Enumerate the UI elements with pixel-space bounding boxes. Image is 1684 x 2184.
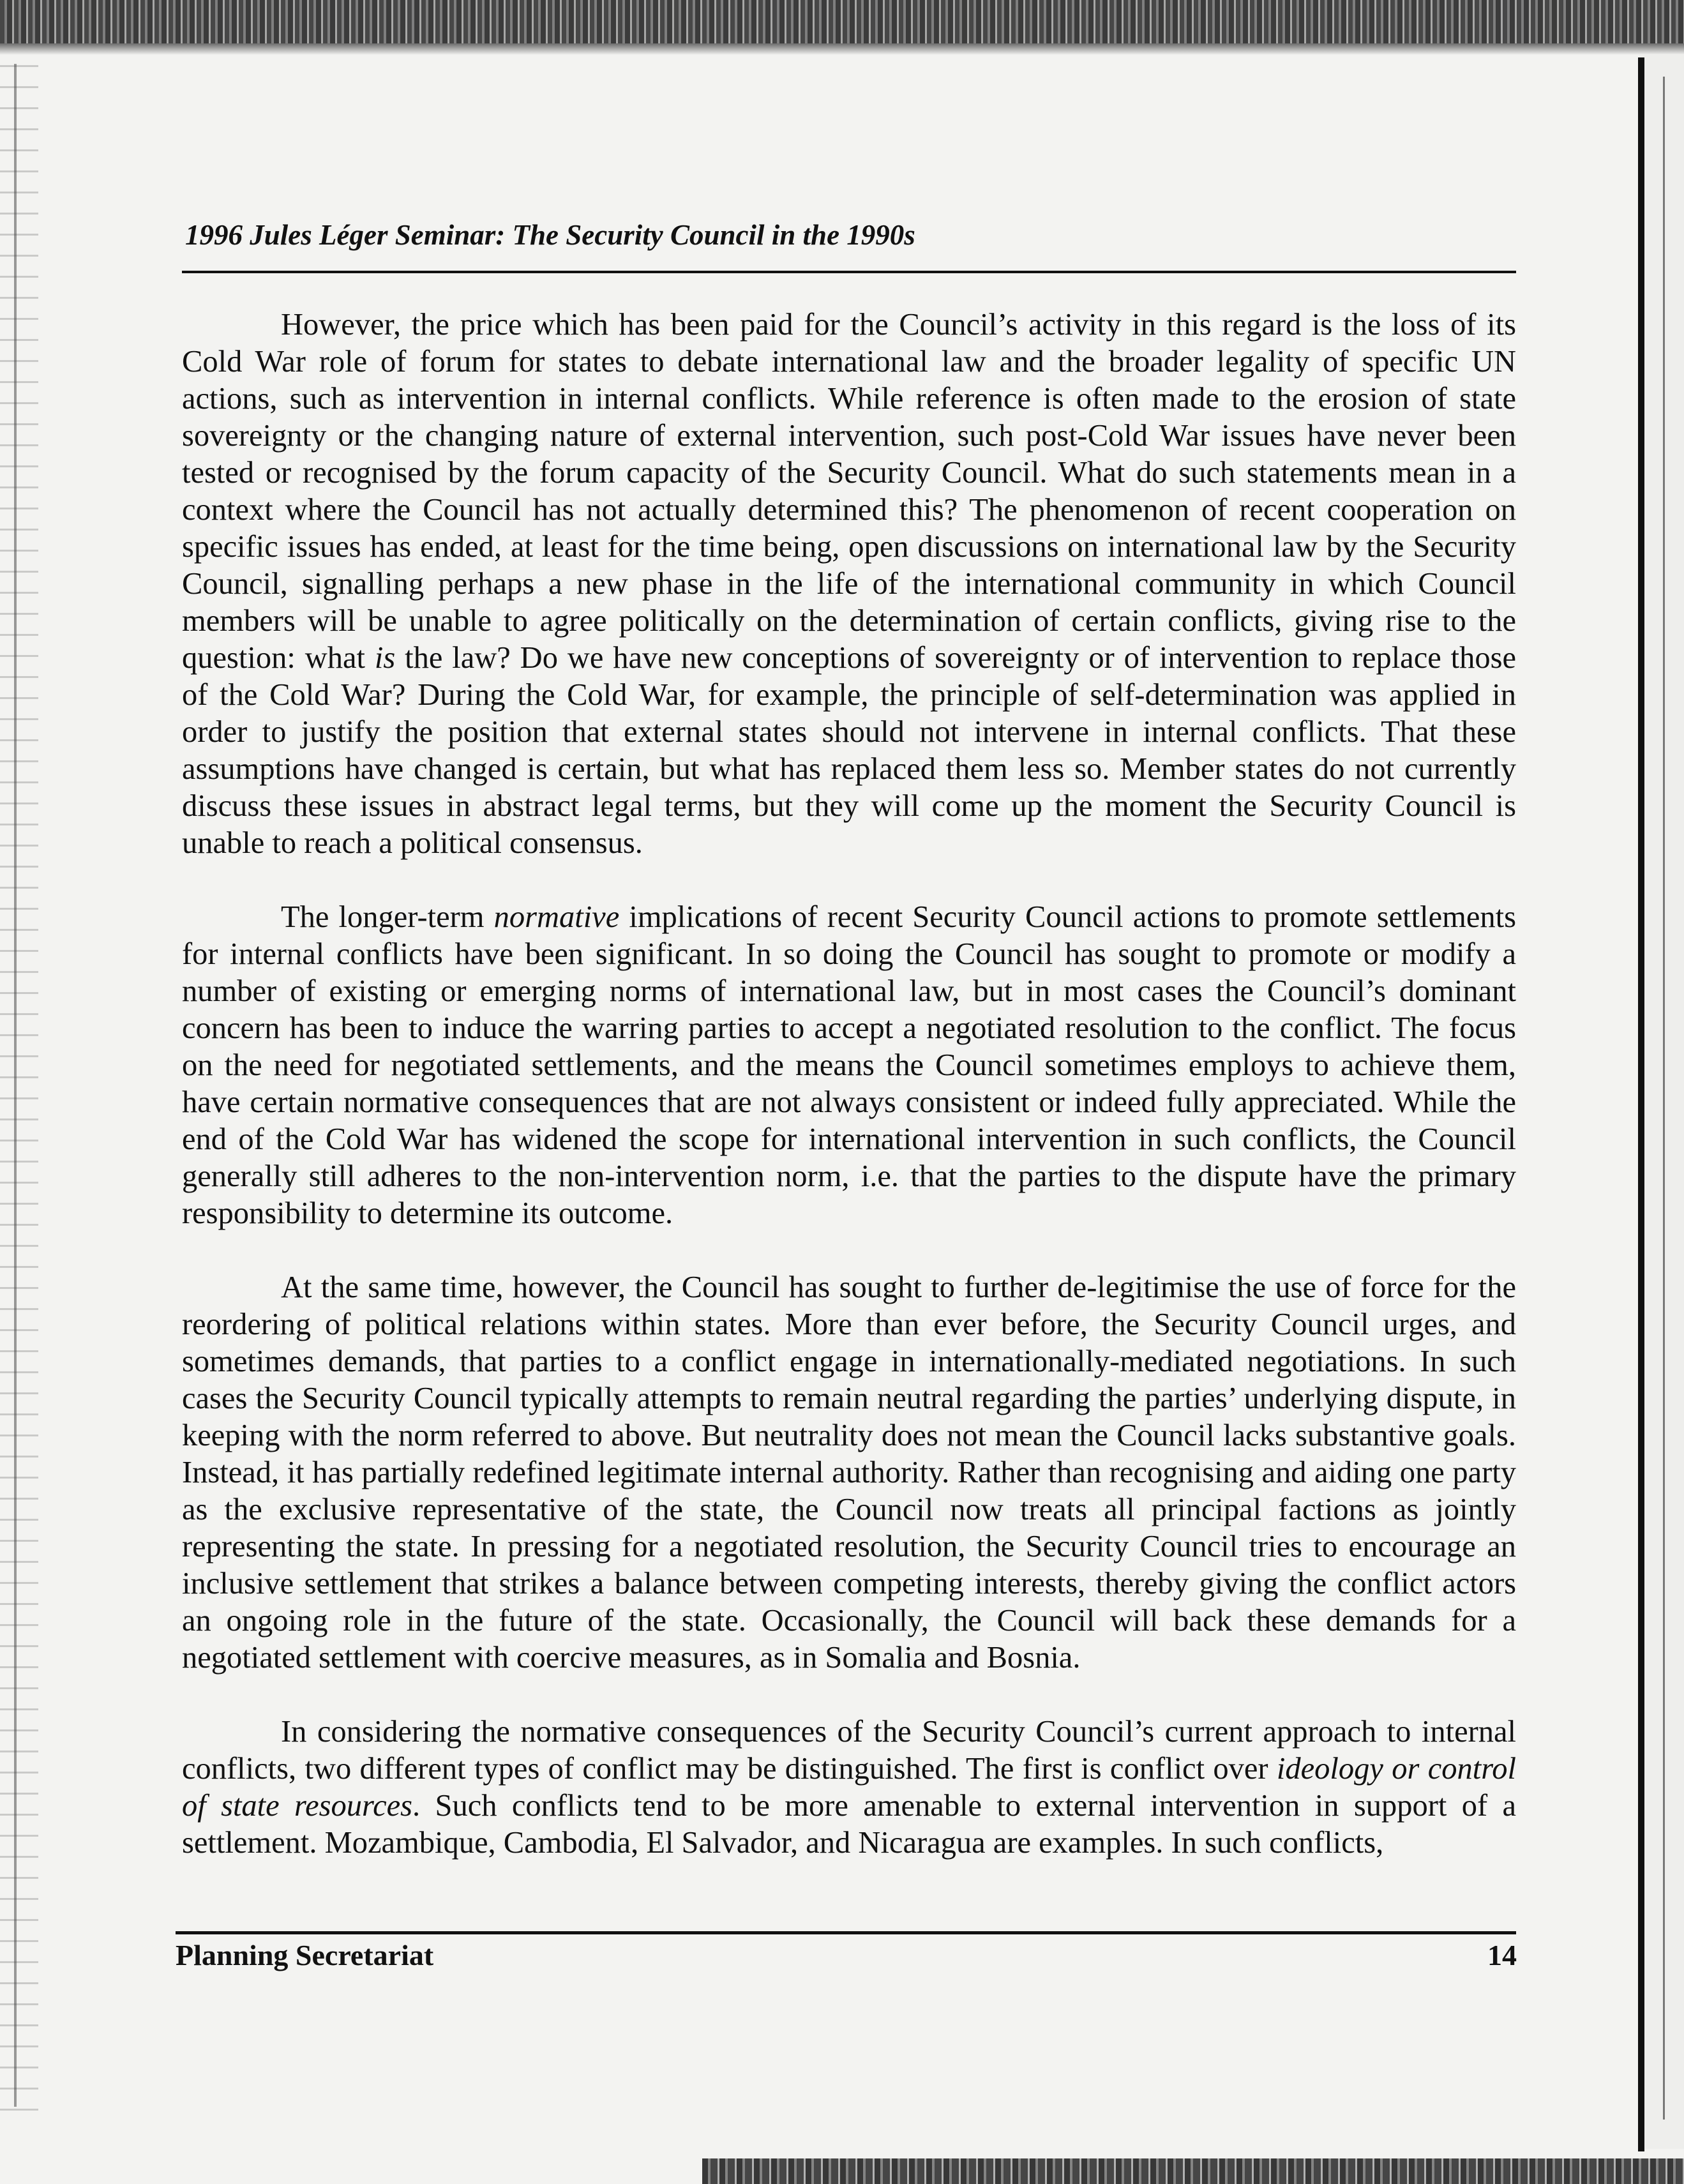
running-header: 1996 Jules Léger Seminar: The Security Council in the 1990s <box>185 219 915 251</box>
header-rule <box>182 271 1516 273</box>
paragraph: In considering the normative consequences of the Security Council’s current approach to internal conflicts, two different types of conflict may be distinguished. The first is conflict over ideology or control of state resources. Such conflicts tend to be more amenable to external intervention in support of a settlement. Mozambique, Cambodia, El Salvador, and Nicaragua are examples. In such conflicts, <box>182 1715 1516 1860</box>
scan-artifact-left <box>0 55 38 2130</box>
paragraph: At the same time, however, the Council has sought to further de-legitimise the use of force for the reordering of political relations within states. More than ever before, the Security Council urges, and sometimes demands, that parties to a conflict engage in internationally-mediated negotiations. In such cases the Security Council typically attempts to remain neutral regarding the parties’ underlying dispute, in keeping with the norm referred to above. But neutrality does not mean the Council lacks substantive goals. Instead, it has partially redefined legitimate internal authority. Rather than recognising and aiding one party as the exclusive representative of the state, the Council now treats all principal factions as jointly representing the state. In pressing for a negotiated resolution, the Security Council tries to encourage an inclusive settlement that strikes a balance between competing interests, thereby giving the conflict actors an ongoing role in the future of the state. Occasionally, the Council will back these demands for a negotiated settlement with coercive measures, as in Somalia and Bosnia. <box>182 1270 1516 1675</box>
page-number: 14 <box>1487 1939 1517 1971</box>
scan-artifact-right <box>1639 55 1684 2149</box>
scan-artifact-right-edge <box>1638 57 1644 2151</box>
paragraph: The longer-term normative implications of recent Security Council actions to promote settlements for internal conflicts have been significant. In so doing the Council has sought to promote or modify a number of existing or emerging norms of international law, but in most cases the Council’s dominant concern has been to induce the warring parties to accept a negotiated resolution to the conflict. The focus on the need for negotiated settlements, and the means the Council sometimes employs to achieve them, have certain normative consequences that are not always consistent or indeed fully appreciated. While the end of the Cold War has widened the scope for international intervention in such conflicts, the Council generally still adheres to the non-intervention norm, i.e. that the parties to the dispute have the primary responsibility to determine its outcome. <box>182 900 1516 1230</box>
scan-artifact-right-line <box>1663 77 1665 2120</box>
footer-rule <box>176 1931 1516 1934</box>
scan-artifact-left-line <box>14 64 17 2107</box>
paragraph: However, the price which has been paid for the Council’s activity in this regard is the loss of its Cold War role of forum for states to debate international law and the broader legality of specific UN actions, such as intervention in internal conflicts. While reference is often made to the erosion of state sovereignty or the changing nature of external intervention, such post-Cold War issues have never been tested or recognised by the forum capacity of the Security Council. What do such statements mean in a context where the Council has not actually determined this? The phenomenon of recent cooperation on specific issues has ended, at least for the time being, open discussions on international law by the Security Council, signalling perhaps a new phase in the life of the international community in which Council members will be unable to agree politically on the determination of certain conflicts, giving rise to the question: what is the law? Do we have new conceptions of sovereignty or of intervention to replace those of the Cold War? During the Cold War, for example, the principle of self-determination was applied in order to justify the position that external states should not intervene in internal conflicts. That these assumptions have changed is certain, but what has replaced them less so. Member states do not currently discuss these issues in abstract legal terms, but they will come up the moment the Security Council is unable to reach a political consensus. <box>182 308 1516 860</box>
scan-artifact-bottom <box>702 2158 1684 2184</box>
body-text <box>182 306 1516 1899</box>
scan-artifact-top <box>0 0 1684 55</box>
footer-organization: Planning Secretariat <box>176 1939 434 1971</box>
